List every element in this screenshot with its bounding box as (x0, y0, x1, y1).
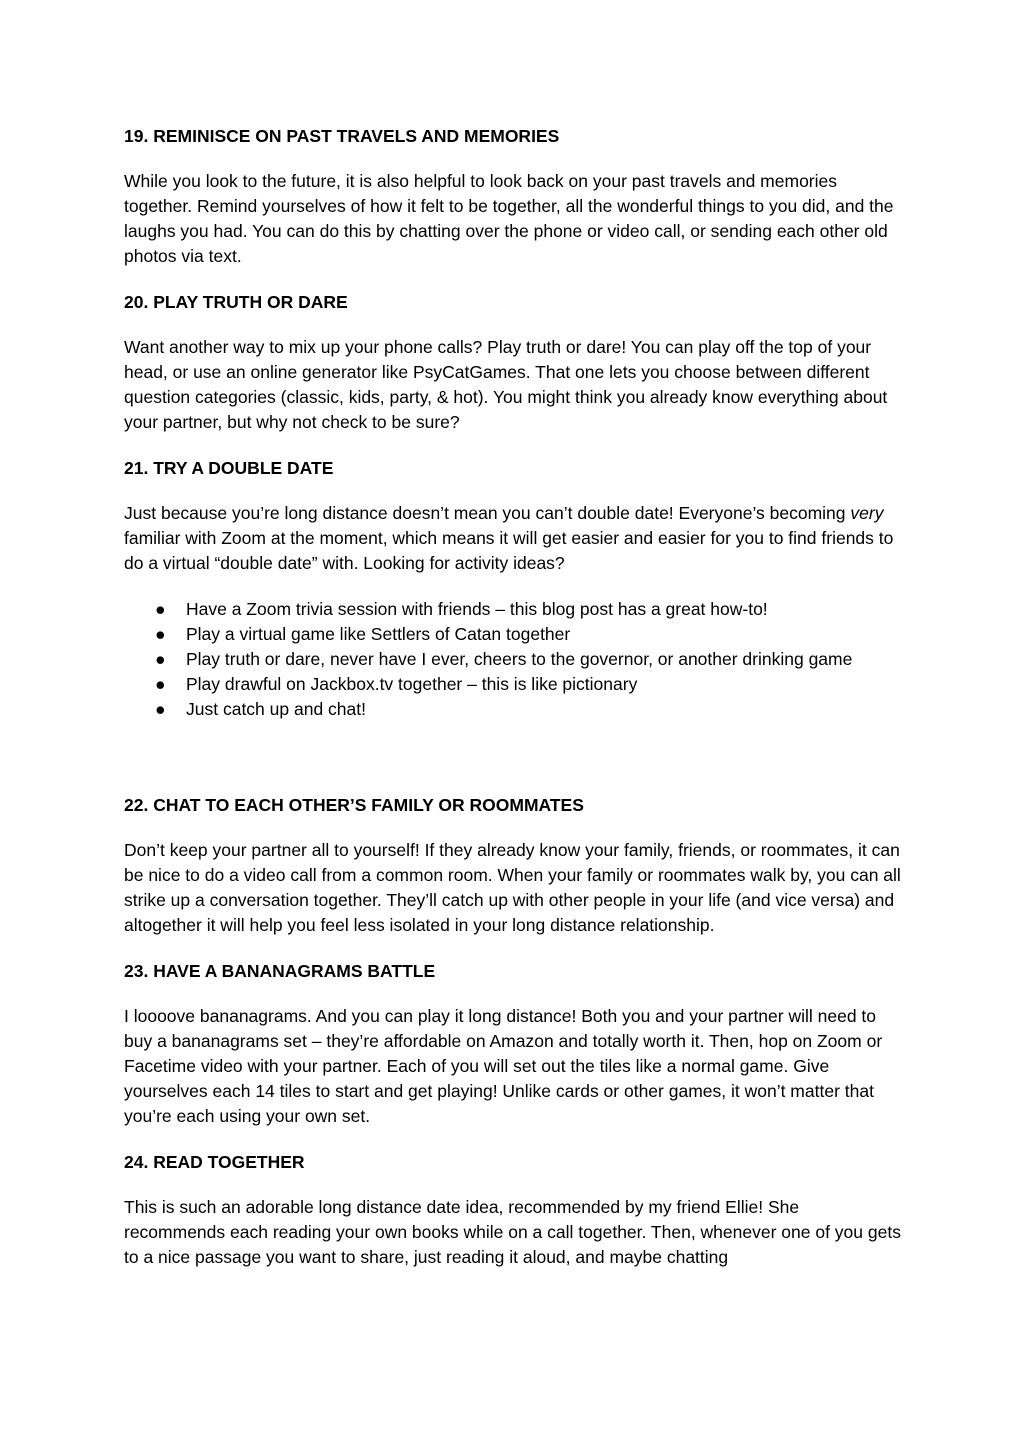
section-21-body-end: familiar with Zoom at the moment, which means it will get easier and easier for you to find friends to do a virtual “double date” with. Looking for activity ideas? (124, 528, 894, 573)
list-item (124, 697, 902, 722)
list-item-text: Play drawful on Jackbox.tv together – this is like pictionary (186, 674, 638, 694)
list-item (124, 672, 902, 697)
section-19-heading: 19. REMINISCE ON PAST TRAVELS AND MEMORIES (124, 126, 560, 146)
bullet-icon: ● (155, 649, 166, 669)
section-21-body (124, 501, 902, 576)
list-item-text: Play truth or dare, never have I ever, cheers to the governor, or another drinking game (186, 649, 853, 669)
list-item (124, 647, 902, 672)
section-24-body: This is such an adorable long distance date idea, recommended by my friend Ellie! She recommends each reading your own books while on a call together. Then, whenever one of you gets to a nice passage you want to share, just reading it aloud, and maybe chatting (124, 1197, 901, 1267)
section-20-heading: 20. PLAY TRUTH OR DARE (124, 292, 348, 312)
section-21-body-start: Just because you’re long distance doesn’t mean you can’t double date! Everyone’s becoming (124, 503, 851, 523)
list-item-text: Have a Zoom trivia session with friends – this blog post has a great how-to! (186, 599, 768, 619)
section-spacer (124, 722, 902, 793)
bullet-icon: ● (155, 674, 166, 694)
list-item-text: Just catch up and chat! (186, 699, 366, 719)
section-21-heading: 21. TRY A DOUBLE DATE (124, 458, 334, 478)
activity-ideas-list (124, 597, 902, 722)
bullet-icon: ● (155, 599, 166, 619)
section-24-heading: 24. READ TOGETHER (124, 1152, 305, 1172)
list-item (124, 622, 902, 647)
section-22-heading: 22. CHAT TO EACH OTHER’S FAMILY OR ROOMMATES (124, 795, 584, 815)
document-page (124, 124, 902, 1291)
list-item-text: Play a virtual game like Settlers of Catan together (186, 624, 571, 644)
bullet-icon: ● (155, 624, 166, 644)
section-23-heading: 23. HAVE A BANANAGRAMS BATTLE (124, 961, 436, 981)
section-22-body: Don’t keep your partner all to yourself! If they already know your family, friends, or roommates, it can be nice to do a video call from a common room. When your family or roommates walk by, you can all strike up a conversation together. They’ll catch up with other people in your life (and vice versa) and altogether it will help you feel less isolated in your long distance relationship. (124, 840, 901, 935)
section-19-body: While you look to the future, it is also helpful to look back on your past travels and memories together. Remind yourselves of how it felt to be together, all the wonderful things to you did, and the laughs you had. You can do this by chatting over the phone or video call, or sending each other old photos via text. (124, 171, 894, 266)
list-item (124, 597, 902, 622)
bullet-icon: ● (155, 699, 166, 719)
section-23-body: I loooove bananagrams. And you can play it long distance! Both you and your partner will need to buy a bananagrams set – they’re affordable on Amazon and totally worth it. Then, hop on Zoom or Facetime video with your partner. Each of you will set out the tiles like a normal game. Give yourselves each 14 tiles to start and get playing! Unlike cards or other games, it won’t matter that you’re each using your own set. (124, 1006, 883, 1126)
section-20-body: Want another way to mix up your phone calls? Play truth or dare! You can play off the top of your head, or use an online generator like PsyCatGames. That one lets you choose between different question categories (classic, kids, party, & hot). You might think you already know everything about your partner, but why not check to be sure? (124, 337, 888, 432)
section-21-body-emphasis: very (850, 503, 884, 523)
